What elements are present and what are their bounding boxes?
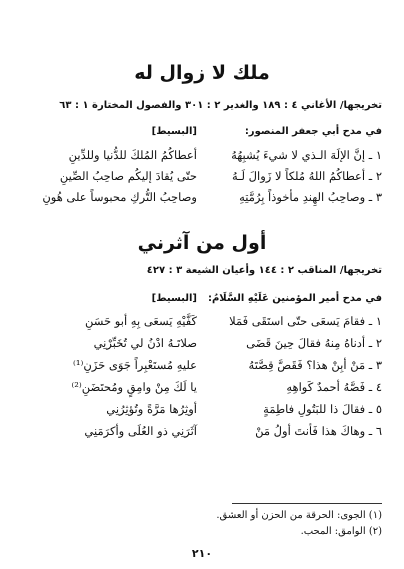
footnote-1: (١) الجوى: الحرقة من الحزن أو العشق. xyxy=(216,510,382,521)
page xyxy=(22,0,382,569)
verse-row xyxy=(22,424,382,440)
verse-first-hemistich: ٣ ـ وصاحِبُ الهِندِ مأخوذاً بِرُمَّتِهِ xyxy=(239,190,382,204)
verse-row xyxy=(22,314,382,330)
verse-second-hemistich: وصاحِبُ التُّركِ محبوساً على هُونِ xyxy=(42,190,197,204)
verse-first-hemistich: ٦ ـ وهاكَ هذا فَأنتَ أولُ مَنْ xyxy=(255,424,382,438)
verse-first-hemistich: ٣ ـ مَنْ أبِنْ هذا؟ فَقَصَّ قِصَّتَهُ xyxy=(248,358,382,372)
verse-row xyxy=(22,190,382,206)
page-number: ٢١٠ xyxy=(191,547,213,560)
section2-meter: [البسيط] xyxy=(151,293,197,304)
section1-meter: [البسيط] xyxy=(151,126,197,137)
section1-title: ملك لا زوال له xyxy=(134,62,270,84)
section2-sources: تخريجها/ المناقب ٢ : ١٤٤ وأعيان الشيعة ٣ : ٤٢٧ xyxy=(146,265,382,276)
verse-second-hemistich: حتّى يُقادَ إليكُم صاحِبُ الصِّينِ xyxy=(59,169,197,183)
verse-second-hemistich: صلاتَـهُ ادْنُ لي تُخَبِّرْنِي xyxy=(93,336,197,350)
verse-row xyxy=(22,336,382,352)
verse-first-hemistich: ٤ ـ فَصَّهُ أحمدٌ كَواهِهِ xyxy=(286,380,382,394)
verse-first-hemistich: ٥ ـ فقالَ ذا للبَتُولِ فاطِمَةٍ xyxy=(263,402,382,416)
verse-row xyxy=(22,169,382,185)
verse-second-hemistich: كَفَّيْهِ يَسعَى بِهِ أبو حَسَنِ xyxy=(85,314,197,328)
verse-row xyxy=(22,402,382,418)
verse-first-hemistich: ٢ ـ أدناهُ مِنهُ فقالَ حِينَ قَضَى xyxy=(246,336,382,350)
verse-row xyxy=(22,358,382,374)
section1-header-row xyxy=(22,126,382,142)
verse-row xyxy=(22,148,382,164)
section2-occasion: في مدح أمير المؤمنين عَلَيْهِ السَّلَامُ: xyxy=(207,293,382,304)
section2-title: أول من آثرني xyxy=(137,232,267,254)
section1-sources: تخريجها/ الأغاني ٤ : ١٨٩ والغدير ٢ : ٣٠١ والفصول المختارة ١ : ٦٣ xyxy=(59,100,382,111)
verse-first-hemistich: ٢ ـ أعطاكُمُ اللهُ مُلكاً لا زَوالَ لَـهُ xyxy=(231,169,382,183)
section2-header-row xyxy=(22,293,382,309)
verse-row xyxy=(22,380,382,396)
verse-second-hemistich: عليهِ مُستَعْبِراً جَوَى حَزَنِ⁽¹⁾ xyxy=(73,358,197,372)
footnote-2: (٢) الوامق: المحب. xyxy=(300,526,382,537)
section1-occasion: في مدح أبي جعفر المنصور: xyxy=(244,126,382,137)
footnote-divider xyxy=(232,503,382,504)
verse-second-hemistich: أعطاكُمُ المُلكَ للدُّنيا وللدِّينِ xyxy=(68,148,197,162)
verse-first-hemistich: ١ ـ إنَّ الإلَهَ الـذي لا شيءَ يُشبِهُهُ xyxy=(231,148,382,162)
verse-second-hemistich: يا لَكَ مِنْ وامِقٍ ومُحتَضَنِ⁽²⁾ xyxy=(71,380,197,394)
verse-first-hemistich: ١ ـ فقامَ يَسعَى حتّى استَقَى فَمَلا xyxy=(229,314,382,328)
verse-second-hemistich: آثَرَنِي ذو العُلَى وأكرَمَنِي xyxy=(84,424,197,438)
verse-second-hemistich: أوثِرُها مَرَّةً وتُؤثِرُنِي xyxy=(106,402,197,416)
